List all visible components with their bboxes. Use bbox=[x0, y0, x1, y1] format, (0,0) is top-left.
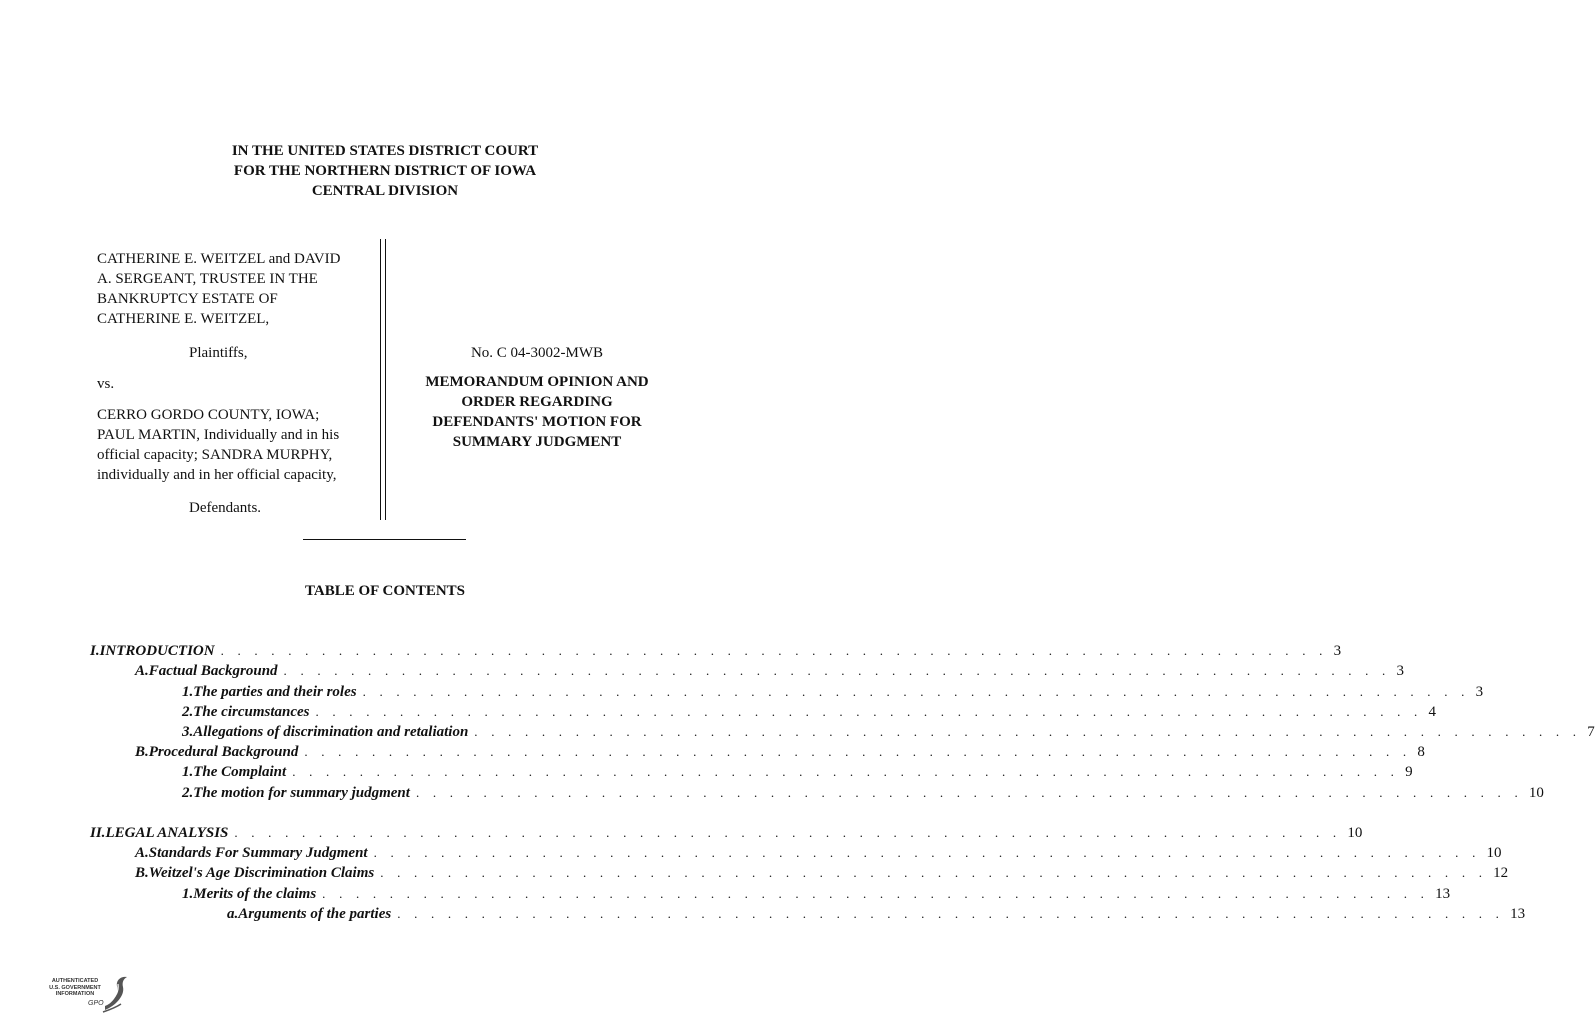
toc-leader-dots: . . . . . . . . . . . . . . . . . . . . . . . . . . . . . . . . . . . . . . . . . . . . . . . . . . . . . . . . . . . . . . . . . . bbox=[283, 663, 1391, 678]
toc-entry-page: 10 bbox=[1528, 785, 1544, 801]
toc-leader-dots: . . . . . . . . . . . . . . . . . . . . . . . . . . . . . . . . . . . . . . . . . . . . . . . . . . . . . . . . . . . . . . . . . . bbox=[322, 886, 1430, 901]
toc-entry-number: B. bbox=[135, 744, 149, 760]
plaintiff-name-line: CATHERINE E. WEITZEL, bbox=[97, 311, 270, 327]
toc-entry-page: 12 bbox=[1493, 865, 1509, 881]
caption-divider bbox=[380, 239, 386, 520]
toc-leader-dots: . . . . . . . . . . . . . . . . . . . . . . . . . . . . . . . . . . . . . . . . . . . . . . . . . . . . . . . . . . . . . . . . . . bbox=[220, 643, 1328, 658]
toc-entry bbox=[182, 682, 1484, 702]
authentication-text bbox=[44, 978, 106, 998]
defendant-name-line: CERRO GORDO COUNTY, IOWA; bbox=[97, 407, 320, 423]
toc-entry bbox=[227, 904, 1526, 924]
court-header-line: IN THE UNITED STATES DISTRICT COURT bbox=[231, 143, 539, 159]
horizontal-rule bbox=[303, 539, 466, 540]
toc-entry bbox=[182, 702, 1436, 722]
document-title-line: ORDER REGARDING bbox=[461, 394, 613, 410]
toc-entry-title: Allegations of discrimination and retaliation bbox=[193, 724, 469, 740]
toc-entry-title: The motion for summary judgment bbox=[193, 785, 410, 801]
toc-leader-dots: . . . . . . . . . . . . . . . . . . . . . . . . . . . . . . . . . . . . . . . . . . . . . . . . . . . . . . . . . . . . . . . . . . bbox=[362, 684, 1470, 699]
plaintiffs-label: Plaintiffs, bbox=[189, 345, 248, 361]
toc-leader-dots: . . . . . . . . . . . . . . . . . . . . . . . . . . . . . . . . . . . . . . . . . . . . . . . . . . . . . . . . . . . . . . . . . . bbox=[415, 785, 1523, 800]
defendant-name-line: official capacity; SANDRA MURPHY, bbox=[97, 447, 333, 463]
toc-leader-dots: . . . . . . . . . . . . . . . . . . . . . . . . . . . . . . . . . . . . . . . . . . . . . . . . . . . . . . . . . . . . . . . . . . bbox=[292, 764, 1400, 779]
court-header-line: FOR THE NORTHERN DISTRICT OF IOWA bbox=[233, 163, 537, 179]
case-number: No. C 04-3002-MWB bbox=[470, 345, 604, 361]
toc-entry-number: B. bbox=[135, 865, 149, 881]
eagle-logo-icon bbox=[101, 974, 131, 1014]
document-title-line: MEMORANDUM OPINION AND bbox=[425, 374, 649, 390]
toc-leader-dots: . . . . . . . . . . . . . . . . . . . . . . . . . . . . . . . . . . . . . . . . . . . . . . . . . . . . . . . . . . . . . . . . . . bbox=[380, 865, 1488, 880]
toc-entry-page: 9 bbox=[1405, 764, 1413, 780]
case-caption-parties bbox=[97, 249, 379, 329]
court-header bbox=[0, 141, 770, 201]
toc-entry-page: 3 bbox=[1475, 684, 1484, 700]
toc-entry-page: 3 bbox=[1396, 663, 1404, 679]
toc-entry-page: 8 bbox=[1417, 744, 1425, 760]
toc-entry-number: 1. bbox=[182, 764, 194, 780]
plaintiff-name-line: CATHERINE E. WEITZEL and DAVID bbox=[97, 251, 341, 267]
authentication-line: INFORMATION bbox=[55, 991, 95, 997]
toc-entry bbox=[135, 742, 1425, 762]
toc-entry-page: 4 bbox=[1428, 704, 1436, 720]
toc-entry-number: 1. bbox=[182, 886, 194, 902]
defendants-label: Defendants. bbox=[189, 500, 262, 516]
authentication-line: AUTHENTICATED bbox=[51, 978, 99, 984]
toc-entry-title: Arguments of the parties bbox=[238, 906, 392, 922]
toc-entry-page: 10 bbox=[1486, 845, 1502, 861]
toc-entry-number: a. bbox=[227, 906, 239, 922]
toc-entry bbox=[90, 641, 1342, 661]
gpo-label: GPO bbox=[88, 1000, 104, 1007]
toc-entry bbox=[182, 722, 1595, 742]
toc-entry-number: A. bbox=[135, 845, 149, 861]
toc-entry-number: A. bbox=[135, 663, 149, 679]
toc-leader-dots: . . . . . . . . . . . . . . . . . . . . . . . . . . . . . . . . . . . . . . . . . . . . . . . . . . . . . . . . . . . . . . . . . . bbox=[397, 906, 1505, 921]
toc-heading: TABLE OF CONTENTS bbox=[304, 583, 466, 599]
toc-entry bbox=[182, 762, 1413, 782]
toc-entry-title: Merits of the claims bbox=[193, 886, 317, 902]
toc-entry-title: The parties and their roles bbox=[193, 684, 357, 700]
toc-entry bbox=[182, 884, 1451, 904]
toc-entry bbox=[135, 863, 1509, 883]
document-title-line: DEFENDANTS' MOTION FOR bbox=[432, 414, 642, 430]
authentication-line: U.S. GOVERNMENT bbox=[49, 984, 101, 991]
defendant-name-line: PAUL MARTIN, Individually and in his bbox=[97, 427, 340, 443]
defendant-name-line: individually and in her official capacity, bbox=[97, 467, 337, 483]
plaintiff-name-line: A. SERGEANT, TRUSTEE IN THE bbox=[97, 271, 318, 287]
toc-leader-dots: . . . . . . . . . . . . . . . . . . . . . . . . . . . . . . . . . . . . . . . . . . . . . . . . . . . . . . . . . . . . . . . . . . bbox=[315, 704, 1423, 719]
toc-entry-title: Weitzel's Age Discrimination Claims bbox=[148, 865, 375, 881]
toc-entry-number: 1. bbox=[182, 684, 194, 700]
toc-entry-page: 13 bbox=[1435, 886, 1451, 902]
toc-entry bbox=[90, 823, 1363, 843]
plaintiff-name-line: BANKRUPTCY ESTATE OF bbox=[97, 291, 278, 307]
toc-entry-number: 2. bbox=[182, 704, 194, 720]
toc-entry-title: INTRODUCTION bbox=[99, 643, 215, 659]
defendants-names bbox=[97, 405, 379, 485]
toc-entry-page: 3 bbox=[1333, 643, 1342, 659]
toc-entry-number: 3. bbox=[182, 724, 194, 740]
toc-entry bbox=[135, 661, 1404, 681]
toc-leader-dots: . . . . . . . . . . . . . . . . . . . . . . . . . . . . . . . . . . . . . . . . . . . . . . . . . . . . . . . . . . . . . . . . . . bbox=[304, 744, 1412, 759]
court-header-line: CENTRAL DIVISION bbox=[311, 183, 459, 199]
toc-leader-dots: . . . . . . . . . . . . . . . . . . . . . . . . . . . . . . . . . . . . . . . . . . . . . . . . . . . . . . . . . . . . . . . . . . bbox=[373, 845, 1481, 860]
toc-entry bbox=[182, 783, 1544, 803]
toc-entry-number: 2. bbox=[182, 785, 194, 801]
toc-entry-title: Factual Background bbox=[148, 663, 278, 679]
document-title-line: SUMMARY JUDGMENT bbox=[452, 434, 622, 450]
toc-entry-title: The circumstances bbox=[193, 704, 310, 720]
toc-leader-dots: . . . . . . . . . . . . . . . . . . . . . . . . . . . . . . . . . . . . . . . . . . . . . . . . . . . . . . . . . . . . . . . . . . bbox=[234, 825, 1342, 840]
toc-entry-page: 13 bbox=[1510, 906, 1526, 922]
toc-entry bbox=[135, 843, 1502, 863]
toc-entry-title: Procedural Background bbox=[148, 744, 299, 760]
toc-entry-page: 7 bbox=[1587, 724, 1595, 740]
plaintiffs-names bbox=[97, 249, 379, 329]
toc-entry-title: LEGAL ANALYSIS bbox=[105, 825, 229, 841]
toc-entry-number: II. bbox=[90, 825, 106, 841]
document-title bbox=[392, 372, 682, 452]
toc-entry-number: I. bbox=[90, 643, 100, 659]
toc-entry-title: The Complaint bbox=[193, 764, 287, 780]
toc-leader-dots: . . . . . . . . . . . . . . . . . . . . . . . . . . . . . . . . . . . . . . . . . . . . . . . . . . . . . . . . . . . . . . . . . . bbox=[474, 724, 1582, 739]
toc-entry-page: 10 bbox=[1347, 825, 1363, 841]
toc-entry-title: Standards For Summary Judgment bbox=[148, 845, 368, 861]
gpo-authentication-seal bbox=[44, 974, 134, 1016]
versus-label: vs. bbox=[97, 376, 115, 392]
